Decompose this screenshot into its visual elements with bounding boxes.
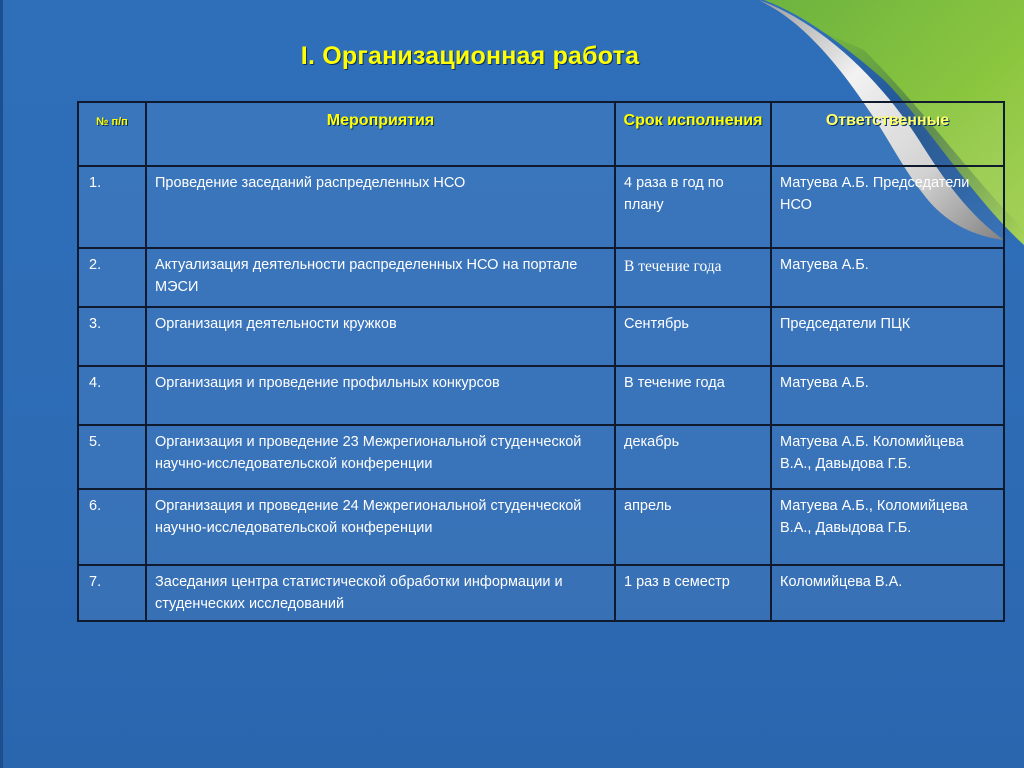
cell-num: 7. [78, 565, 146, 621]
page-title: I. Организационная работа [300, 42, 640, 70]
header-term: Срок исполнения [615, 102, 771, 166]
cell-num: 5. [78, 425, 146, 489]
table-row [78, 307, 1004, 366]
cell-num: 1. [78, 166, 146, 248]
cell-responsible: Матуева А.Б. Председатели НСО [771, 166, 1004, 248]
cell-num: 6. [78, 489, 146, 565]
slide-left-edge [0, 0, 3, 768]
table-row [78, 489, 1004, 565]
cell-responsible: Матуева А.Б., Коломийцева В.А., Давыдова Г.Б. [771, 489, 1004, 565]
cell-term: апрель [615, 489, 771, 565]
table-row [78, 166, 1004, 248]
table-header-row [78, 102, 1004, 166]
cell-num: 3. [78, 307, 146, 366]
cell-num: 2. [78, 248, 146, 307]
cell-activity: Актуализация деятельности распределенных НСО на портале МЭСИ [146, 248, 615, 307]
cell-activity: Организация и проведение 24 Межрегиональной студенческой научно-исследовательской конференции [146, 489, 615, 565]
cell-responsible: Матуева А.Б. Коломийцева В.А., Давыдова Г.Б. [771, 425, 1004, 489]
cell-activity: Организация деятельности кружков [146, 307, 615, 366]
cell-responsible: Матуева А.Б. [771, 366, 1004, 425]
table-row [78, 565, 1004, 621]
cell-activity: Заседания центра статистической обработки информации и студенческих исследований [146, 565, 615, 621]
cell-responsible: Председатели ПЦК [771, 307, 1004, 366]
cell-term: 4 раза в год по плану [615, 166, 771, 248]
header-num: № п/п [78, 102, 146, 166]
cell-term: Сентябрь [615, 307, 771, 366]
table-row [78, 366, 1004, 425]
header-responsible: Ответственные [771, 102, 1004, 166]
cell-num: 4. [78, 366, 146, 425]
cell-responsible: Коломийцева В.А. [771, 565, 1004, 621]
cell-term: В течение года [615, 248, 771, 307]
cell-activity: Проведение заседаний распределенных НСО [146, 166, 615, 248]
header-activity: Мероприятия [146, 102, 615, 166]
cell-term: декабрь [615, 425, 771, 489]
cell-responsible: Матуева А.Б. [771, 248, 1004, 307]
table-row [78, 248, 1004, 307]
cell-term: 1 раз в семестр [615, 565, 771, 621]
cell-activity: Организация и проведение 23 Межрегиональной студенческой научно-исследовательской конференции [146, 425, 615, 489]
cell-term: В течение года [615, 366, 771, 425]
cell-activity: Организация и проведение профильных конкурсов [146, 366, 615, 425]
organizational-work-table [77, 101, 1005, 622]
table-row [78, 425, 1004, 489]
